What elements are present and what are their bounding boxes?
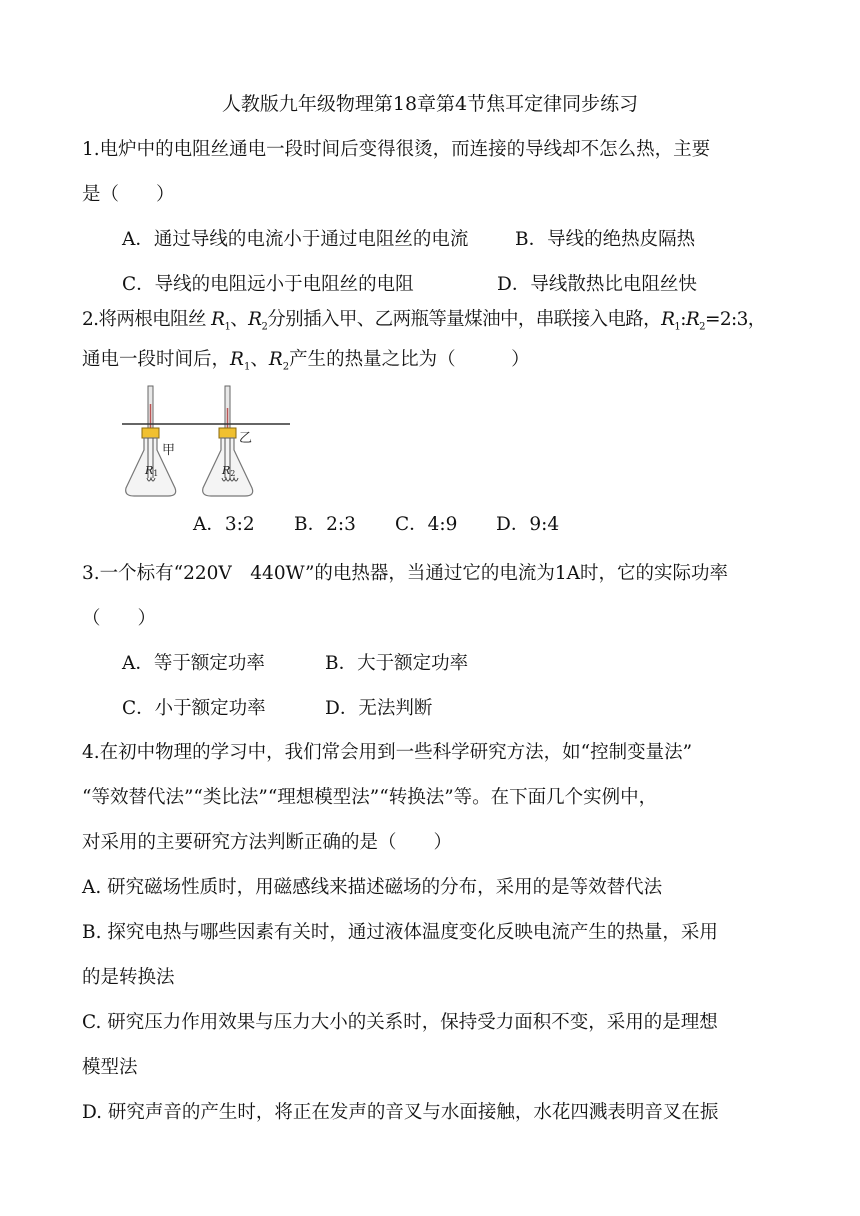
q4-option-b-line2: 的是转换法 [82,967,175,988]
q4-option-b-line1: B. 探究电热与哪些因素有关时，通过液体温度变化反映电流产生的热量，采用 [82,922,718,943]
q1-stem-line2: 是（ ） [82,184,175,205]
q1-option-a: A．通过导线的电流小于通过电阻丝的电流 [122,229,469,250]
q2-r1c: $R_1$ [230,349,251,373]
q2-option-c: C．4:9 [395,514,458,535]
q2-colon: : [680,309,686,330]
q4-option-c-line1: C. 研究压力作用效果与压力大小的关系时，保持受力面积不变，采用的是理想 [82,1012,718,1033]
q2-text-b: 分别插入甲、乙两瓶等量煤油中，串联接入电路， [267,309,662,330]
q2-r2b: $R_2$ [685,309,705,333]
q4-stem-line2: “等效替代法”“类比法”“理想模型法”“转换法”等。在下面几个实例中， [82,787,658,808]
q2-text-c: 通电一段时间后， [82,349,231,370]
q4-option-c-line2: 模型法 [82,1057,138,1078]
label-jia: 甲 [162,443,176,458]
stopper-yi [219,428,236,438]
q2-text-a: 2.将两根电阻丝 [82,309,212,330]
q2-r2: $R_2$ [248,309,268,333]
q3-option-a: A．等于额定功率 [122,653,265,674]
q2-text-d: 产生的热量之比为（ ） [289,349,530,370]
q3-stem-line2: （ ） [82,608,157,629]
label-yi: 乙 [239,431,253,446]
q2-option-d: D．9:4 [496,514,560,535]
q2-option-b: B．2:3 [294,514,356,535]
q2-option-a: A．3:2 [193,514,255,535]
q2-stem-line2 [82,348,530,380]
q4-option-a: A. 研究磁场性质时，用磁感线来描述磁场的分布，采用的是等效替代法 [82,877,663,898]
q2-sep2: 、 [250,349,269,370]
q1-option-d: D．导线散热比电阻丝快 [497,274,697,295]
q1-option-c: C．导线的电阻远小于电阻丝的电阻 [122,274,414,295]
label-r2: R2 [222,464,236,478]
q2-r2c: $R_2$ [268,349,290,373]
q2-stem-line1 [82,308,766,340]
q2-sep1: 、 [230,309,249,330]
q3-stem-line1: 3.一个标有“220V 440W”的电热器，当通过它的电流为1A时，它的实际功率 [82,563,729,584]
q4-stem-line1: 4.在初中物理的学习中，我们常会用到一些科学研究方法，如“控制变量法” [82,742,693,763]
flask-figure [118,384,298,502]
label-r1: R1 [145,464,159,478]
q4-stem-line3: 对采用的主要研究方法判断正确的是（ ） [82,832,453,853]
stopper-jia [142,428,159,438]
q3-option-d: D．无法判断 [325,698,433,719]
q4-option-d-line1: D. 研究声音的产生时，将正在发声的音叉与水面接触，水花四溅表明音叉在振 [82,1102,719,1123]
q2-ratio: =2:3， [704,309,766,330]
q2-r1: $R_1$ [211,309,231,333]
q1-option-b: B．导线的绝热皮隔热 [515,229,696,250]
q3-option-c: C．小于额定功率 [122,698,266,719]
q3-option-b: B．大于额定功率 [325,653,469,674]
page-title: 人教版九年级物理第18章第4节焦耳定律同步练习 [221,93,639,115]
q1-stem-line1: 1.电炉中的电阻丝通电一段时间后变得很烫，而连接的导线却不怎么热，主要 [82,139,711,160]
q2-r1b: $R_1$ [661,309,681,333]
